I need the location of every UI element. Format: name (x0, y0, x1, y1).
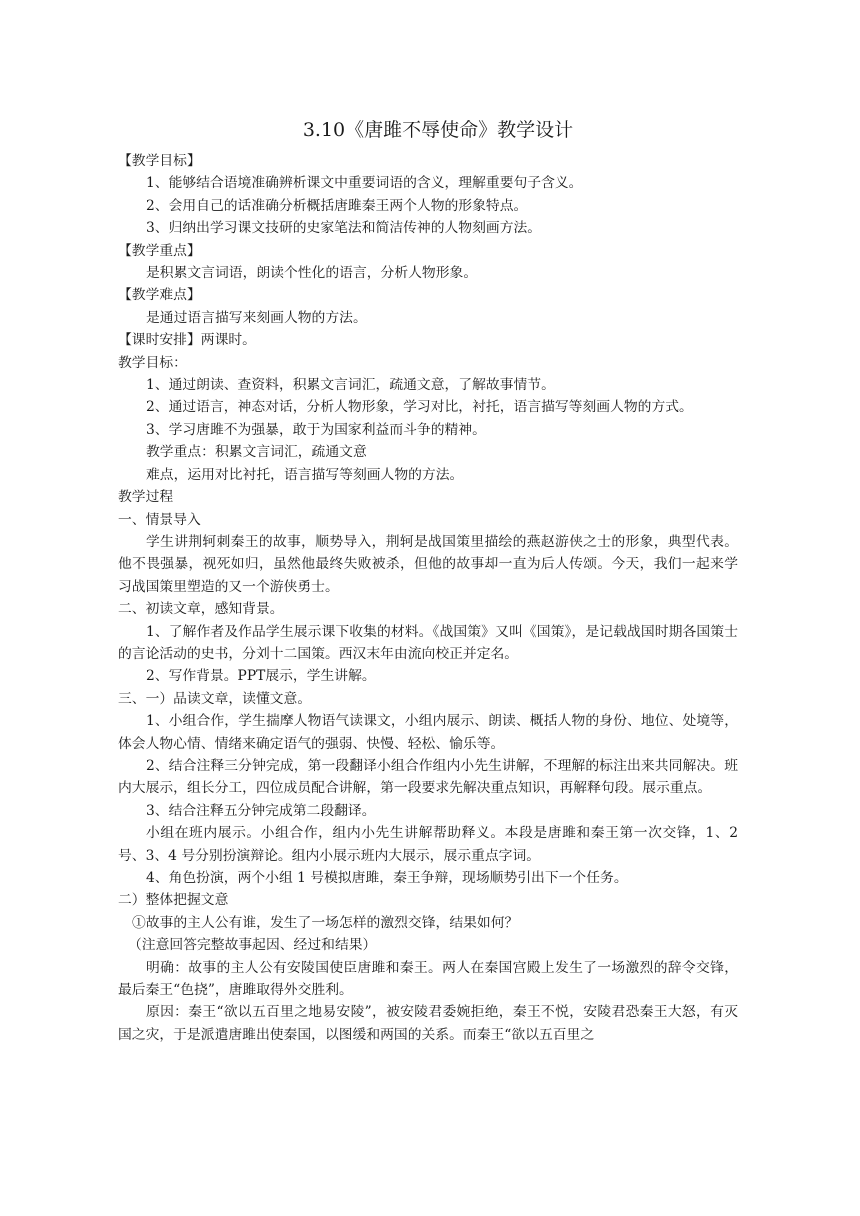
paragraph: 小组在班内展示。小组合作，组内小先生讲解帮助释义。本段是唐雎和秦王第一次交锋，1、2 号、3、4 号分别扮演辩论。组内小展示班内大展示，展示重点字词。 (118, 825, 738, 864)
paragraph: 3、学习唐雎不为强暴，敢于为国家利益而斗争的精神。 (146, 421, 486, 438)
paragraph: ①故事的主人公有谁，发生了一场怎样的激烈交锋，结果如何？ (132, 914, 519, 931)
paragraph: 是通过语言描写来刻画人物的方法。 (146, 309, 367, 326)
paragraph: 【课时安排】两课时。 (118, 332, 256, 349)
paragraph: 二）整体把握文意 (118, 892, 229, 909)
paragraph: 【教学目标】 (118, 153, 201, 169)
paragraph: 3、结合注释五分钟完成第二段翻译。 (146, 802, 376, 819)
paragraph: 三、一）品读文章，读懂文意。 (118, 690, 312, 707)
paragraph: 是积累文言词语，朗读个性化的语言，分析人物形象。 (146, 265, 478, 282)
paragraph: 教学重点：积累文言词汇，疏通文意 (146, 444, 367, 461)
paragraph: 2、会用自己的话准确分析概括唐雎秦王两个人物的形象特点。 (146, 197, 528, 214)
paragraph: 教学目标： (118, 354, 187, 371)
paragraph: 【教学重点】 (118, 242, 201, 259)
paragraph: 4、角色扮演，两个小组 1 号模拟唐雎，秦王争辩，现场顺势引出下一个任务。 (146, 870, 628, 886)
paragraph: （注意回答完整故事起因、经过和结果） (128, 937, 377, 954)
paragraph: 原因：秦王“欲以五百里之地易安陵”，被安陵君委婉拒绝，秦王不悦，安陵君恐秦王大怒，有灭国之灾，于是派遣唐雎出使秦国，以图缓和两国的关系。而秦王“欲以五百里之 (118, 1004, 738, 1043)
document-body (118, 150, 738, 1046)
paragraph: 2、通过语言，神态对话，分析人物形象，学习对比，衬托，语言描写等刻画人物的方式。 (146, 399, 693, 416)
paragraph: 学生讲荆轲刺秦王的故事，顺势导入，荆轲是战国策里描绘的燕赵游侠之士的形象，典型代表。他不畏强暴，视死如归，虽然他最终失败被杀，但他的故事却一直为后人传颂。今天，我们一起来学习战国策里塑造的又一个游侠勇士。 (118, 533, 738, 595)
paragraph: 1、通过朗读、查资料，积累文言词汇，疏通文意，了解故事情节。 (146, 377, 555, 394)
paragraph: 3、归纳出学习课文技研的史家笔法和简洁传神的人物刻画方法。 (146, 220, 542, 237)
paragraph: 1、了解作者及作品学生展示课下收集的材料。《战国策》又叫《国策》，是记载战国时期各国策士的言论活动的史书，分刘十二国策。西汉末年由流向校正并定名。 (118, 623, 738, 662)
paragraph: 1、能够结合语境准确辨析课文中重要词语的含义，理解重要句子含义。 (146, 175, 583, 192)
paragraph: 2、结合注释三分钟完成，第一段翻译小组合作组内小先生讲解，不理解的标注出来共同解决。班内大展示，组长分工，四位成员配合讲解，第一段要求先解决重点知识，再解释句段。展示重点。 (118, 757, 738, 797)
document-title: 3.10《唐雎不辱使命》教学设计 (302, 119, 574, 141)
paragraph: 难点，运用对比衬托，语言描写等刻画人物的方法。 (146, 466, 464, 483)
paragraph: 明确：故事的主人公有安陵国使臣唐雎和秦王。两人在秦国宫殿上发生了一场激烈的辞令交锋，最后秦王“色挠”，唐雎取得外交胜利。 (118, 959, 738, 999)
paragraph: 1、小组合作，学生揣摩人物语气读课文，小组内展示、朗读、概括人物的身份、地位、处境等，体会人物心情、情绪来确定语气的强弱、快慢、轻松、愉乐等。 (118, 713, 738, 752)
paragraph: 二、初读文章，感知背景。 (118, 601, 284, 618)
paragraph: 【教学难点】 (118, 287, 201, 304)
paragraph: 一、情景导入 (118, 511, 201, 528)
paragraph: 2、写作背景。PPT展示，学生讲解。 (146, 668, 376, 685)
document-page (118, 118, 738, 1046)
paragraph: 教学过程 (118, 489, 174, 506)
